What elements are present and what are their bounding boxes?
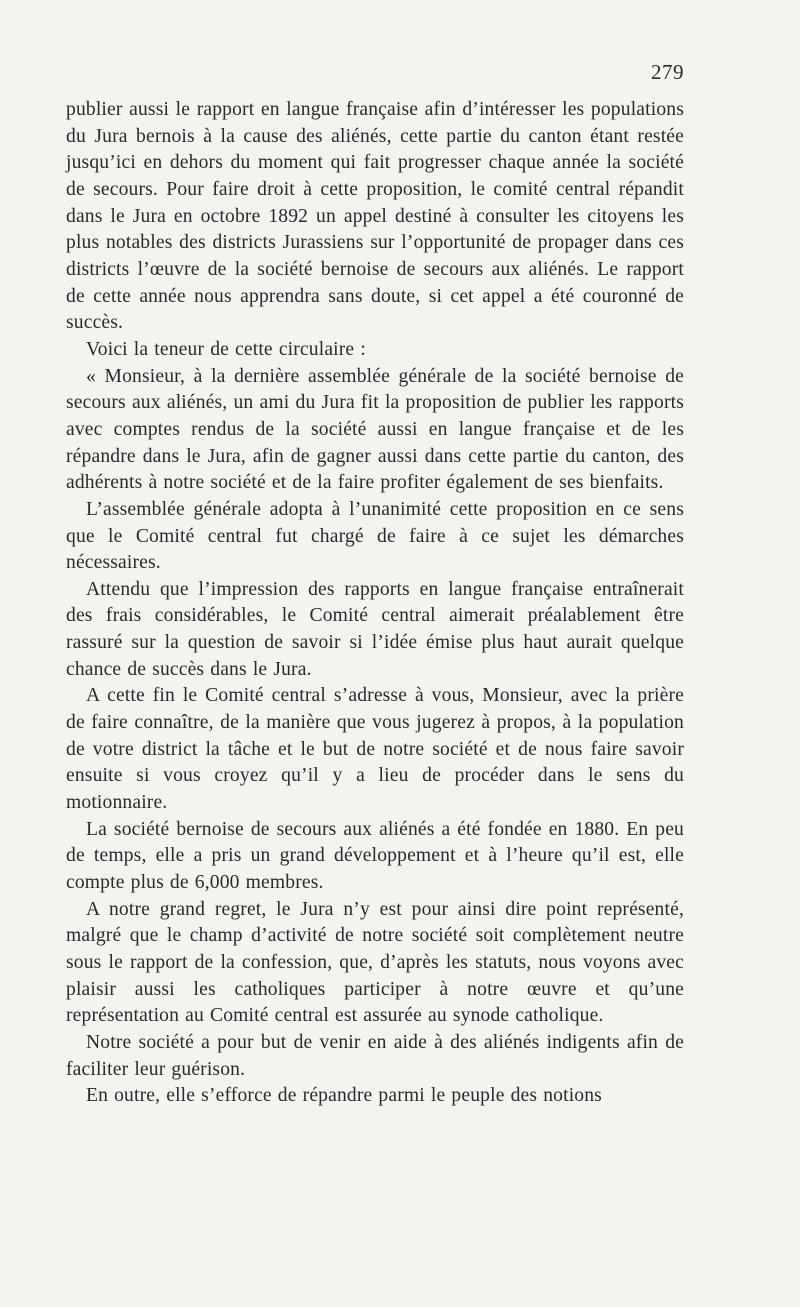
paragraph: A notre grand regret, le Jura n’y est pour ainsi dire point représenté, malgré que le champ d’activité de notre société soit complètement neutre sous le rapport de la confession, que, d’après les statuts, nous voyons avec plaisir aussi les catholiques participer à notre œuvre et qu’une représentation au Comité central est assurée au synode catholique.	[66, 898, 684, 1027]
paragraph: En outre, elle s’efforce de répandre parmi le peuple des notions	[86, 1085, 602, 1107]
paragraph: L’assemblée générale adopta à l’unanimité cette proposition en ce sens que le Comité central fut chargé de faire à ce sujet les démarches nécessaires.	[66, 498, 684, 574]
paragraph: Voici la teneur de cette circulaire :	[86, 338, 366, 360]
paragraph: « Monsieur, à la dernière assemblée générale de la société bernoise de secours aux aliénés, un ami du Jura fit la proposition de publier les rapports avec comptes rendus de la société aussi en langue française et de les répandre dans le Jura, afin de gagner aussi dans cette partie du canton, des adhérents à notre société et de la faire profiter également de ses bienfaits.	[66, 365, 684, 494]
paragraph: publier aussi le rapport en langue française afin d’intéresser les populations du Jura bernois à la cause des aliénés, cette partie du canton étant restée jusqu’ici en dehors du moment qui fait progresser chaque année la société de secours. Pour faire droit à cette proposition, le comité central répandit dans le Jura en octobre 1892 un appel destiné à consulter les citoyens les plus notables des districts Jurassiens sur l’opportunité de propager dans ces districts l’œuvre de la société bernoise de secours aux aliénés. Le rapport de cette année nous apprendra sans doute, si cet appel a été couronné de succès.	[66, 99, 684, 334]
page-number: 279	[651, 60, 684, 84]
paragraph: Attendu que l’impression des rapports en langue française entraînerait des frais considérables, le Comité central aimerait préalablement être rassuré sur la question de savoir si l’idée émise plus haut aurait quelque chance de succès dans le Jura.	[66, 578, 684, 680]
body-text	[66, 97, 684, 1110]
paragraph: A cette fin le Comité central s’adresse à vous, Monsieur, avec la prière de faire connaître, de la manière que vous jugerez à propos, à la population de votre district la tâche et le but de notre société et de nous faire savoir ensuite si vous croyez qu’il y a lieu de procéder dans le sens du motionnaire.	[66, 685, 684, 814]
paragraph: La société bernoise de secours aux aliénés a été fondée en 1880. En peu de temps, elle a pris un grand développement et à l’heure qu’il est, elle compte plus de 6,000 membres.	[66, 818, 684, 894]
paragraph: Notre société a pour but de venir en aide à des aliénés indigents afin de faciliter leur guérison.	[66, 1031, 684, 1080]
